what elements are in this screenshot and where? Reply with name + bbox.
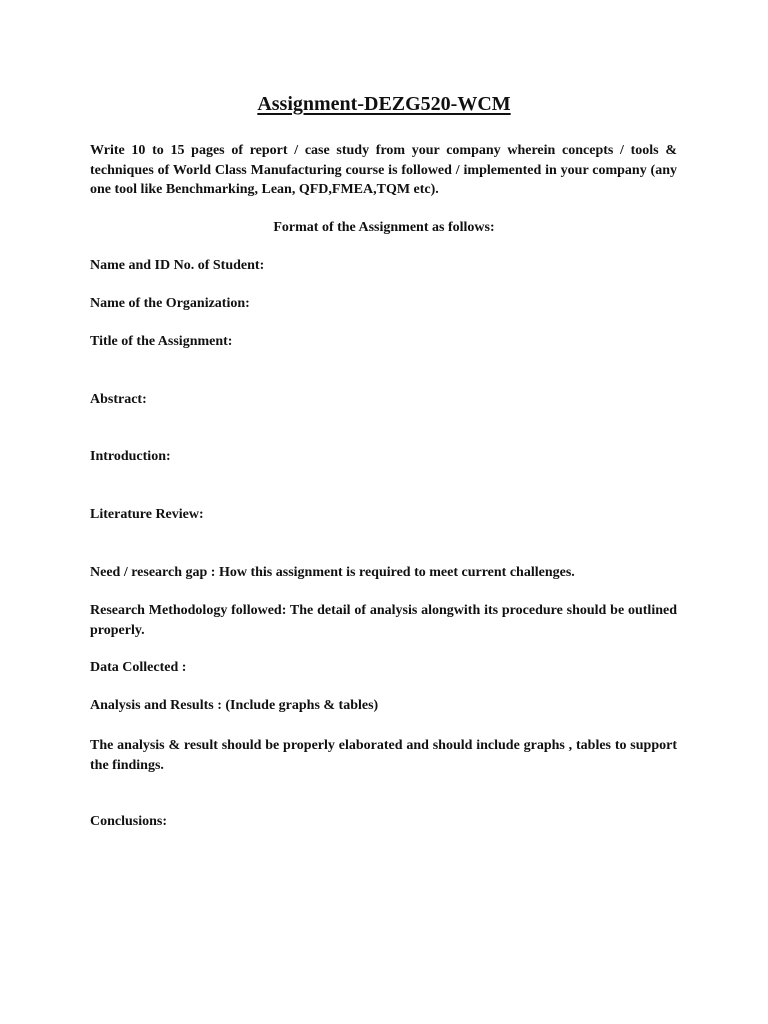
section-methodology: Research Methodology followed: The detail of analysis alongwith its procedure should be outlined properly. bbox=[90, 603, 677, 638]
section-introduction: Introduction: bbox=[90, 449, 171, 464]
section-conclusions: Conclusions: bbox=[90, 814, 168, 829]
analysis-note: The analysis & result should be properly elaborated and should include graphs , tables to support the findings. bbox=[90, 738, 677, 773]
format-heading: Format of the Assignment as follows: bbox=[273, 220, 495, 235]
intro-paragraph: Write 10 to 15 pages of report / case study from your company wherein concepts / tools & techniques of World Class Manufacturing course is followed / implemented in your company (any one tool like Benchmarking, Lean, QFD,FMEA,TQM etc). bbox=[90, 143, 677, 197]
field-assignment-title: Title of the Assignment: bbox=[90, 334, 233, 349]
section-abstract: Abstract: bbox=[90, 392, 147, 407]
field-organization: Name of the Organization: bbox=[90, 296, 250, 311]
field-student: Name and ID No. of Student: bbox=[90, 258, 265, 273]
section-need-gap: Need / research gap : How this assignment is required to meet current challenges. bbox=[90, 565, 575, 580]
section-data-collected: Data Collected : bbox=[90, 660, 187, 675]
section-analysis-results: Analysis and Results : (Include graphs & tables) bbox=[90, 698, 379, 713]
section-literature-review: Literature Review: bbox=[90, 507, 204, 522]
page-title: Assignment-DEZG520-WCM bbox=[257, 93, 511, 115]
